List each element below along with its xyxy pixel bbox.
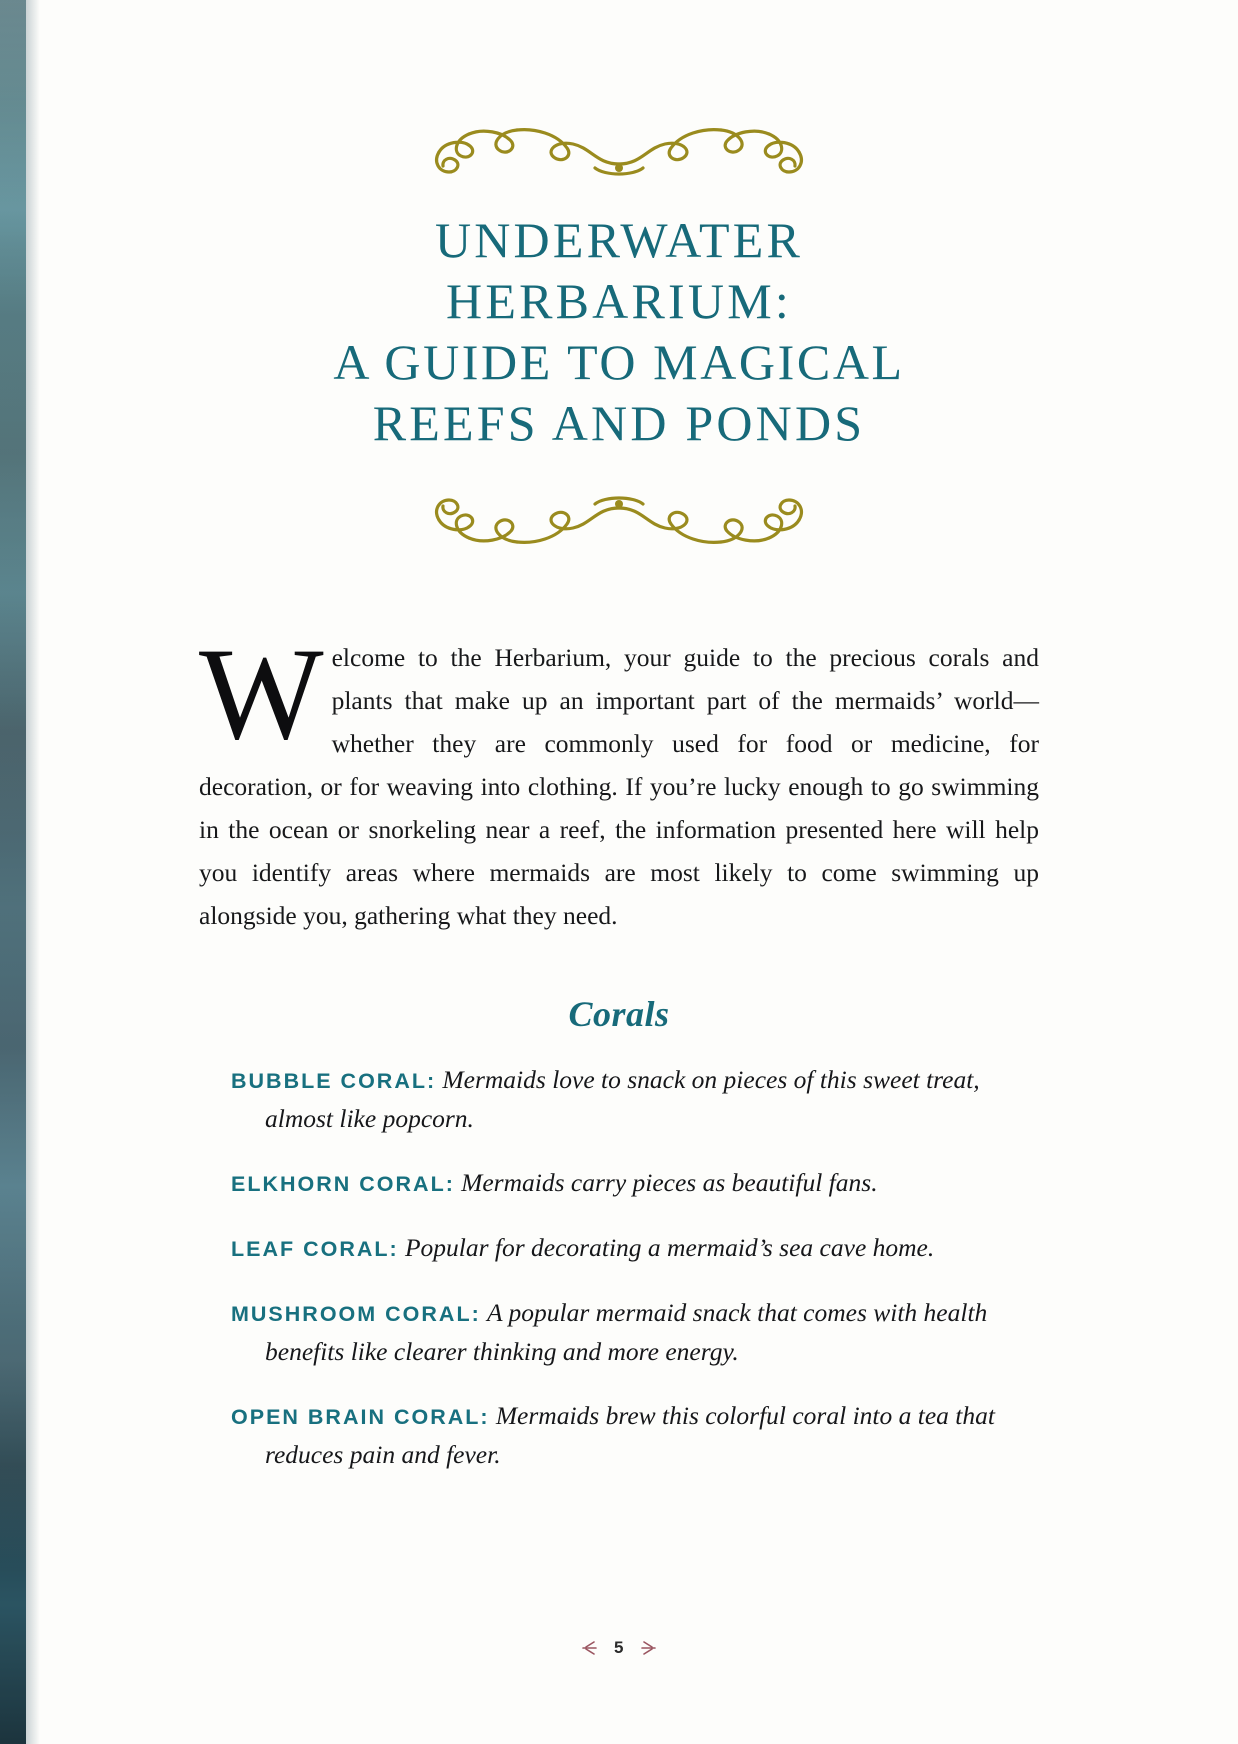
entry-term: BUBBLE CORAL: [231,1069,437,1093]
page-number: 5 [614,1638,624,1657]
page-title [209,210,1029,454]
page-footer [0,1637,1238,1658]
coral-entry-list [207,1061,1031,1474]
list-item [231,1229,1031,1268]
section-heading-corals: Corals [568,994,670,1034]
list-item [231,1164,1031,1203]
flourish-ornament-bottom [359,484,879,574]
list-item [231,1061,1031,1138]
flourish-ornament-top [359,98,879,188]
page-title-line-2: HERBARIUM: [446,273,792,329]
entry-description: A popular mermaid snack that comes with health benefits like clearer thinking and more energy. [265,1298,988,1366]
list-item [231,1294,1031,1371]
drop-cap: W [199,620,324,767]
intro-paragraph [199,620,1039,937]
entry-term: MUSHROOM CORAL: [231,1302,481,1326]
entry-term: ELKHORN CORAL: [231,1172,455,1196]
page-title-line-4: REEFS AND PONDS [372,395,866,451]
entry-description: Mermaids love to snack on pieces of this sweet treat, almost like popcorn. [265,1065,980,1133]
left-wing-ornament-icon [577,1639,599,1657]
entry-term: LEAF CORAL: [231,1237,399,1261]
right-wing-ornament-icon [639,1639,661,1657]
page-title-line-1: UNDERWATER [434,212,804,268]
entry-description: Popular for decorating a mermaid’s sea cave home. [404,1233,935,1262]
entry-description: Mermaids carry pieces as beautiful fans. [461,1168,878,1197]
entry-term: OPEN BRAIN CORAL: [231,1405,490,1429]
entry-description: Mermaids brew this colorful coral into a tea that reduces pain and fever. [265,1401,995,1469]
list-item [231,1397,1031,1474]
page-title-line-3: A GUIDE TO MAGICAL [333,334,905,390]
intro-text: elcome to the Herbarium, your guide to the precious corals and plants that make up an important part of the mermaids’ world—whether they are commonly used for food or medicine, for decoration, or for weaving into clothing. If you’re lucky enough to go swimming in the ocean or snorkeling near a reef, the information presented here will help you identify areas where mermaids are most likely to come swimming up alongside you, gathering what they need. [199,643,1039,930]
